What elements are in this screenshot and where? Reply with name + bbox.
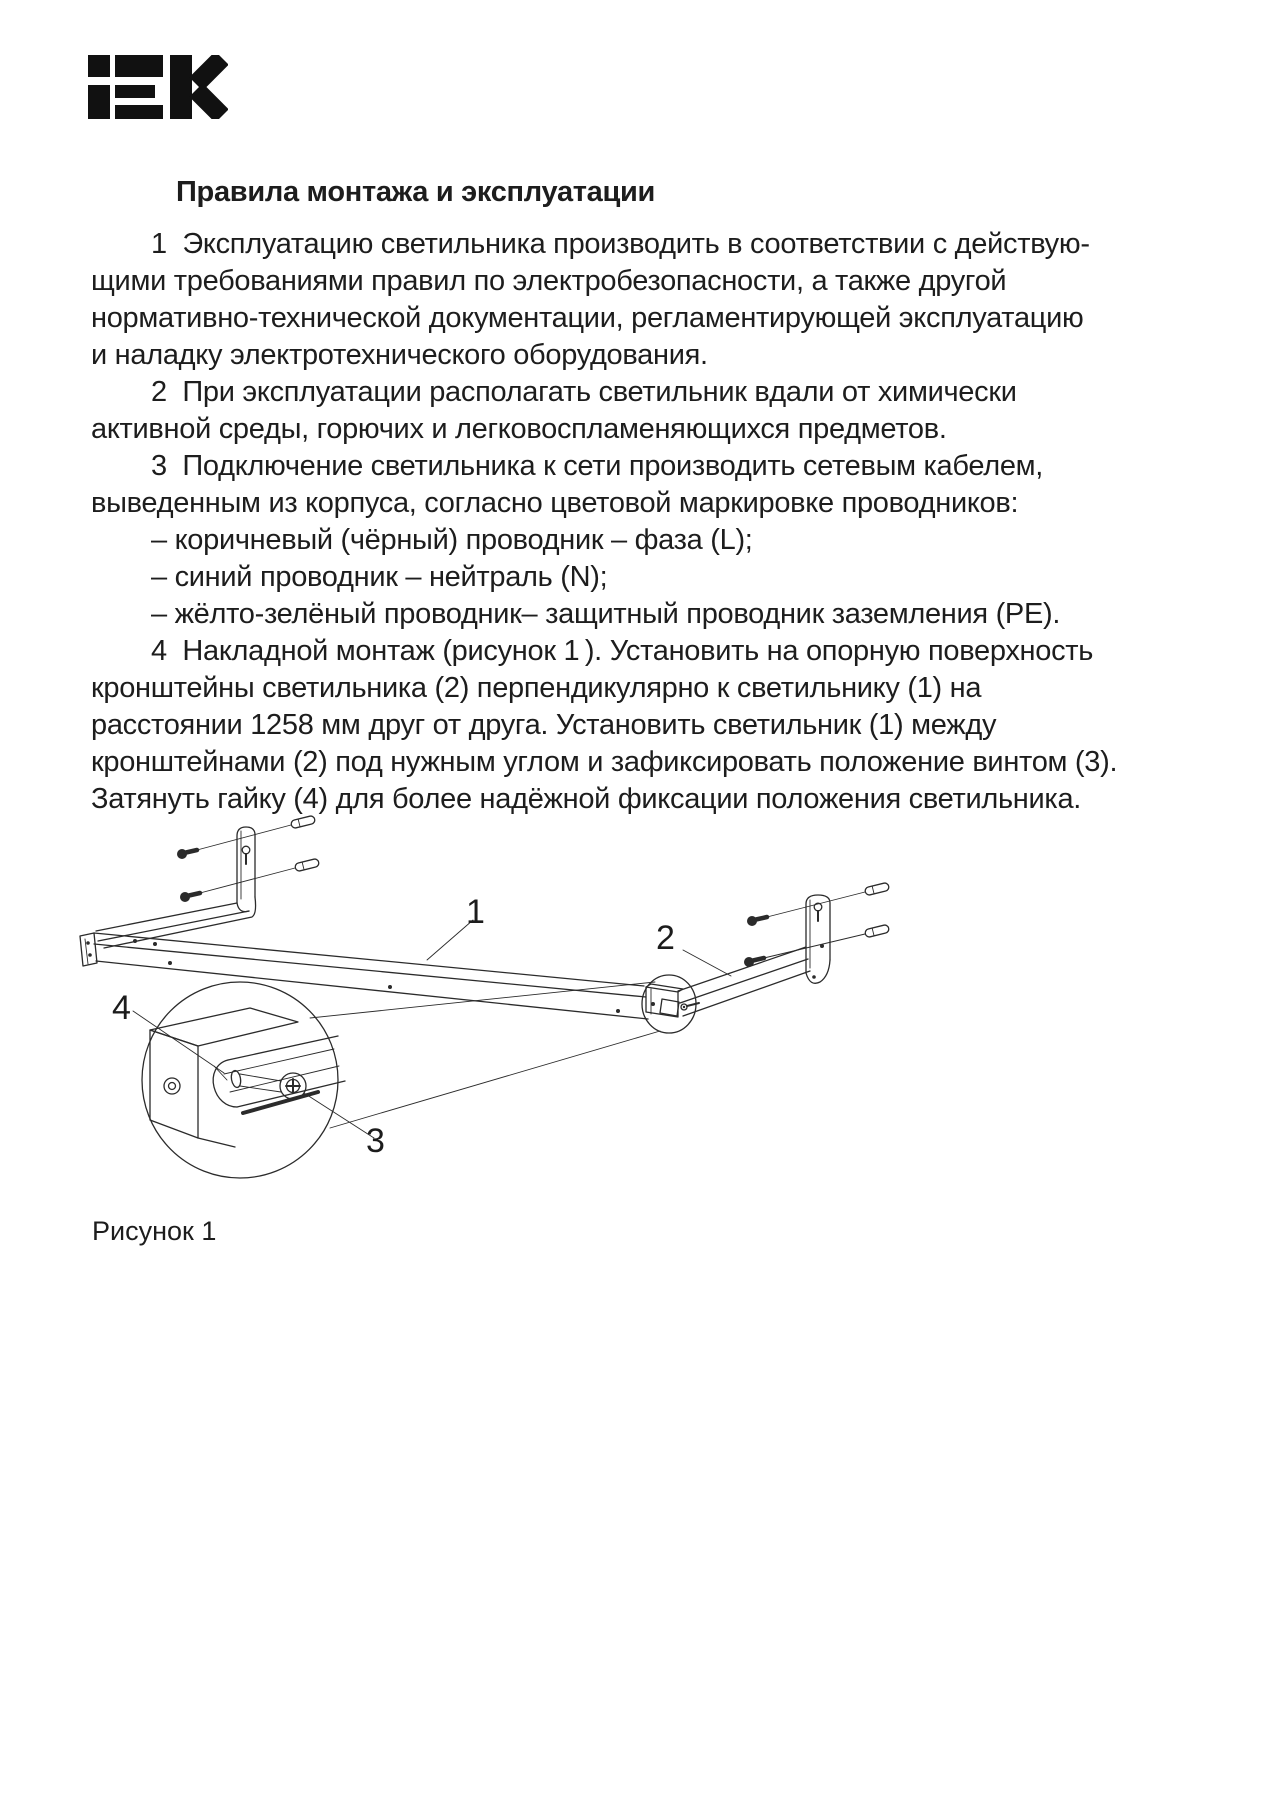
text-line: 4 Накладной монтаж (рисунок 1 ). Установить на опорную поверхность <box>151 635 1094 667</box>
callout-label-1: 1 <box>466 893 485 931</box>
junction-detail-ring <box>642 975 699 1033</box>
callout-label-4: 4 <box>112 989 131 1027</box>
housing-side-face <box>150 1030 198 1138</box>
text-line: Затянуть гайку (4) для более надёжной фиксации положения светильника. <box>91 783 1082 815</box>
text-line: выведенным из корпуса, согласно цветовой маркировке проводников: <box>91 487 1019 519</box>
text-line: 2 При эксплуатации располагать светильник вдали от химически <box>151 376 1017 408</box>
callout-label-3: 3 <box>366 1122 385 1160</box>
instructions-text <box>91 174 1196 818</box>
text-line: 3 Подключение светильника к сети производить сетевым кабелем, <box>151 450 1044 482</box>
list-item-ground-wire: – жёлто-зелёный проводник– защитный проводник заземления (PE). <box>151 598 1061 630</box>
wall-anchor-icon <box>290 815 315 829</box>
figure-1-diagram <box>60 800 920 1200</box>
callout-label-2: 2 <box>656 919 675 957</box>
text-line: активной среды, горючих и легковоспламеняющихся предметов. <box>91 413 947 445</box>
callouts <box>112 893 731 1160</box>
housing-top-face <box>150 1008 298 1046</box>
figure-caption: Рисунок 1 <box>92 1216 217 1246</box>
text-line: кронштейны светильника (2) перпендикулярно к светильнику (1) на <box>91 672 982 704</box>
text-line: расстоянии 1258 мм друг от друга. Установить светильник (1) между <box>91 709 997 741</box>
luminaire-bar <box>80 933 648 1019</box>
wall-anchor-icon <box>864 882 889 896</box>
detail-circle <box>142 982 660 1178</box>
text-line: 1 Эксплуатацию светильника производить в соответствии с действую- <box>151 228 1090 260</box>
iek-logo <box>88 55 228 119</box>
iek-logo-letters <box>88 55 192 119</box>
wall-anchor-icon <box>294 858 319 872</box>
wall-anchor-icon <box>864 924 889 938</box>
text-line: кронштейнами (2) под нужным углом и зафиксировать положение винтом (3). <box>91 746 1118 778</box>
list-item-phase-wire: – коричневый (чёрный) проводник – фаза (L); <box>151 524 753 556</box>
bar-end-cap <box>80 933 97 966</box>
mounting-screws-left <box>177 815 320 902</box>
text-line: и наладку электротехнического оборудования. <box>91 339 708 371</box>
right-bracket <box>678 895 830 1016</box>
magnifier-ring <box>642 975 696 1033</box>
page-title: Правила монтажа и эксплуатации <box>176 176 656 208</box>
text-line: щими требованиями правил по электробезопасности, а также другой <box>91 265 1007 297</box>
housing-button <box>164 1078 180 1094</box>
list-item-neutral-wire: – синий проводник – нейтраль (N); <box>151 561 608 593</box>
iek-logo-k-arms <box>196 58 222 116</box>
keyhole-slot <box>242 846 250 854</box>
nut-and-stud-icon <box>230 1070 242 1088</box>
text-line: нормативно-технической документации, регламентирующей эксплуатацию <box>91 302 1084 334</box>
left-bracket <box>96 827 256 948</box>
